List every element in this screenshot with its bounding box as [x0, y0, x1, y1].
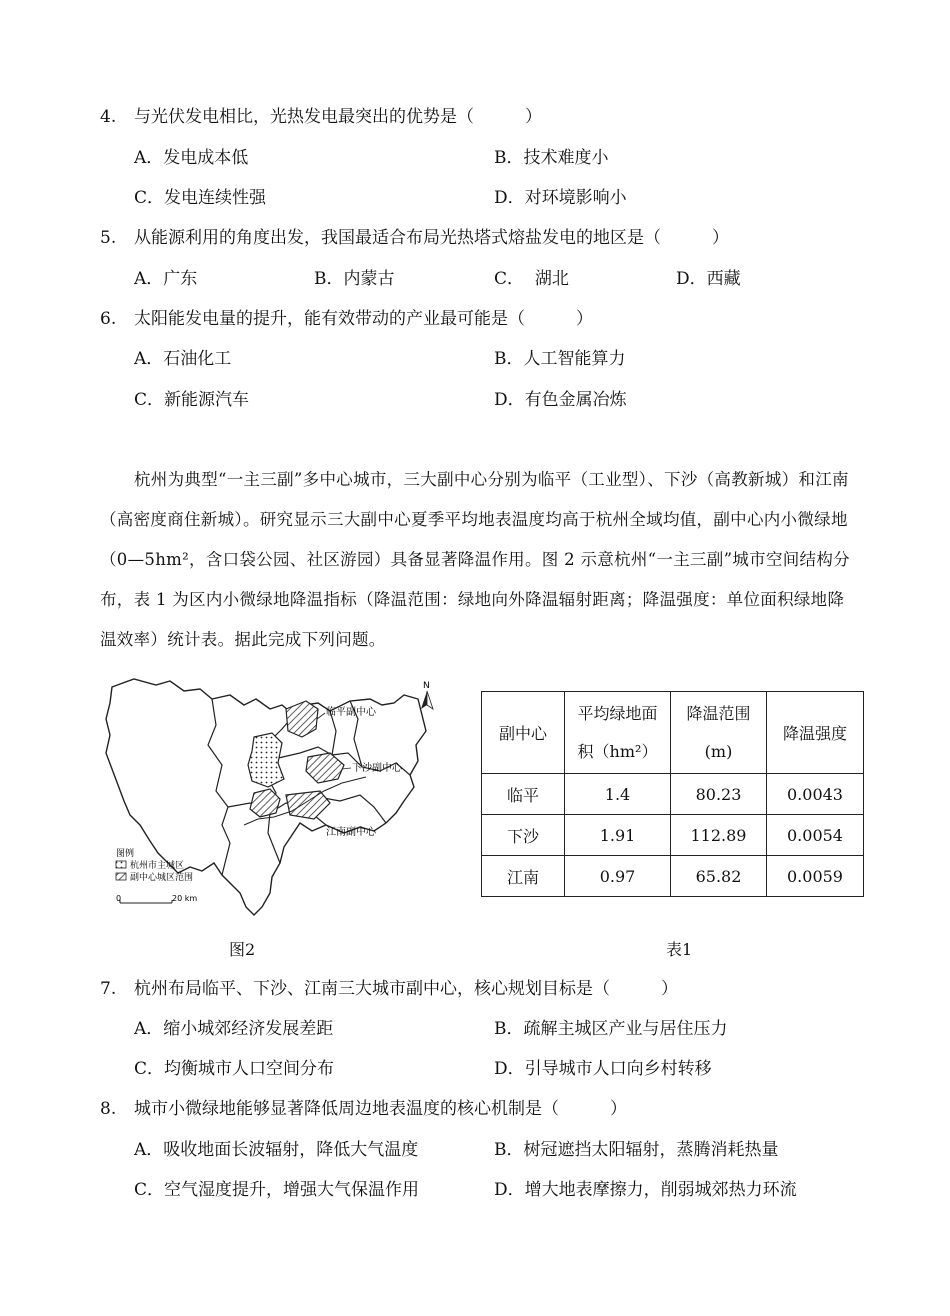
- cell-subcenter: 江南: [482, 856, 565, 897]
- option-d: D．西藏: [676, 269, 741, 289]
- option-c: C．发电连续性强: [134, 188, 267, 208]
- legend-main-swatch: [116, 861, 126, 868]
- header-area-line1: 平均绿地面: [577, 703, 658, 723]
- cell-area: 1.91: [565, 815, 671, 856]
- option-d: D．对环境影响小: [494, 188, 627, 208]
- cell-intensity: 0.0054: [767, 815, 864, 856]
- question-number: 4.: [100, 107, 117, 127]
- legend-main-label: 杭州市主城区: [130, 861, 185, 871]
- header-subcenter: 副中心: [482, 692, 565, 774]
- cell-area: 0.97: [565, 856, 671, 897]
- option-c: C．均衡城市人口空间分布: [134, 1059, 335, 1079]
- table-header-row: [482, 692, 864, 774]
- hangzhou-map: [104, 675, 444, 921]
- reading-passage: [100, 460, 856, 660]
- question-stem: 杭州布局临平、下沙、江南三大城市副中心，核心规划目标是（ ）: [134, 979, 678, 999]
- scale-zero: 0: [116, 894, 122, 903]
- option-a: A．广东: [134, 269, 198, 289]
- option-c: C．新能源汽车: [134, 390, 250, 410]
- question-stem: 从能源利用的角度出发，我国最适合布局光热塔式熔盐发电的地区是（ ）: [134, 228, 729, 248]
- legend-title: 图例: [116, 849, 135, 859]
- xiasha-label: 下沙副中心: [352, 763, 402, 774]
- option-b: B．疏解主城区产业与居住压力: [494, 1019, 728, 1039]
- table-1: [481, 691, 864, 897]
- cell-area: 1.4: [565, 774, 671, 815]
- option-a: A．吸收地面长波辐射，降低大气温度: [134, 1140, 419, 1160]
- option-c: C．空气湿度提升，增强大气保温作用: [134, 1180, 420, 1200]
- cell-range: 112.89: [671, 815, 767, 856]
- north-label: N: [423, 681, 430, 691]
- option-a: A．缩小城郊经济发展差距: [134, 1019, 334, 1039]
- main-urban-area: [248, 733, 284, 787]
- question-stem: 与光伏发电相比，光热发电最突出的优势是（ ）: [134, 107, 542, 127]
- scale-bar: [116, 894, 197, 903]
- option-b: B．人工智能算力: [494, 349, 626, 369]
- option-b: B．内蒙古: [314, 269, 395, 289]
- option-b: B．树冠遮挡太阳辐射，蒸腾消耗热量: [494, 1140, 779, 1160]
- header-range: [671, 692, 767, 774]
- cell-range: 80.23: [671, 774, 767, 815]
- scale-end: 20 km: [172, 894, 198, 903]
- table-caption: 表1: [666, 940, 693, 959]
- table-row: [482, 815, 864, 856]
- question-stem: 太阳能发电量的提升，能有效带动的产业最可能是（ ）: [134, 309, 593, 329]
- question-number: 5.: [100, 228, 117, 248]
- north-arrow-icon: [421, 691, 433, 709]
- question-number: 6.: [100, 309, 117, 329]
- question-number: 7.: [100, 979, 117, 999]
- option-d: D．引导城市人口向乡村转移: [494, 1059, 712, 1079]
- header-intensity: 降温强度: [767, 692, 864, 774]
- jiangnan-label: 江南副中心: [326, 827, 376, 838]
- header-area: [565, 692, 671, 774]
- option-d: D．有色金属冶炼: [494, 390, 627, 410]
- table-row: [482, 856, 864, 897]
- legend-sub-swatch: [116, 873, 126, 880]
- legend-sub-label: 副中心城区范围: [130, 873, 194, 883]
- header-area-line2: 积（hm²）: [577, 741, 658, 761]
- option-a: A．发电成本低: [134, 148, 249, 168]
- header-range-line2: (m): [704, 741, 733, 761]
- cell-subcenter: 下沙: [482, 815, 565, 856]
- figure-caption: 图2: [229, 940, 256, 959]
- cell-intensity: 0.0059: [767, 856, 864, 897]
- option-c: C． 湖北: [494, 269, 569, 289]
- option-b: B．技术难度小: [494, 148, 609, 168]
- table-row: [482, 774, 864, 815]
- passage-text: 杭州为典型“一主三副”多中心城市，三大副中心分别为临平（工业型）、下沙（高教新城）和江南（高密度商住新城）。研究显示三大副中心夏季平均地表温度均高于杭州全域均值，副中心内小微绿地（0—5hm²，含口袋公园、社区游园）具备显著降温作用。图 2 示意杭州“一主三副”城市空间结构分布，表 1 为区内小微绿地降温指标（降温范围：绿地向外降温辐射距离；降温强度：单位面积绿地降温效率）统计表。据此完成下列问题。: [100, 470, 850, 649]
- figure-2-map: [104, 675, 444, 921]
- question-stem: 城市小微绿地能够显著降低周边地表温度的核心机制是（ ）: [134, 1099, 627, 1119]
- cell-range: 65.82: [671, 856, 767, 897]
- cell-intensity: 0.0043: [767, 774, 864, 815]
- cell-subcenter: 临平: [482, 774, 565, 815]
- option-a: A．石油化工: [134, 349, 232, 369]
- header-range-line1: 降温范围: [686, 703, 751, 723]
- linping-label: 临平副中心: [326, 707, 376, 718]
- question-number: 8.: [100, 1099, 117, 1119]
- option-d: D．增大地表摩擦力，削弱城郊热力环流: [494, 1180, 797, 1200]
